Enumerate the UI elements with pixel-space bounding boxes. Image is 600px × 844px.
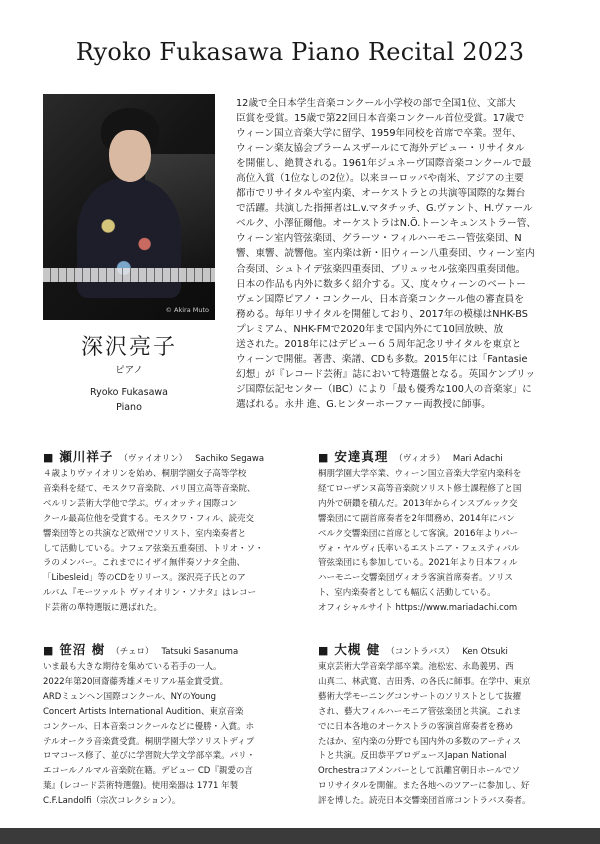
- bio-line: ハーモニー交響楽団ヴィオラ客演首席奏者。ソリス: [318, 573, 513, 584]
- bio-line: エコールノルマル音楽院在籍。デビュー CD『親愛の言: [43, 766, 253, 777]
- bio-line: C.F.Landolfi（宗次コレクション）。: [43, 796, 181, 807]
- square-bullet-icon: ■: [43, 644, 54, 657]
- performer-header-segawa: [43, 447, 264, 465]
- bio-line: ベルク、小澤征爾他。オーケストラはN.Ö.トーンキュンストラー管、: [236, 218, 537, 230]
- performer-name-en: Tatsuki Sasanuma: [161, 647, 239, 657]
- bottom-bar: [0, 828, 600, 844]
- page-title: Ryoko Fukasawa Piano Recital 2023: [75, 38, 525, 66]
- bio-line: 山真二、林武寛、吉田秀、の各氏に師事。在学中、東京: [318, 676, 531, 687]
- bio-line: ウィーン国立音楽大学に留学、1959年同校を首席で卒業。翌年、: [236, 128, 522, 140]
- bio-line: トと共演。反田恭平プロデュースJapan National: [318, 751, 507, 762]
- bio-line: ウィーンで開催。著書、楽譜、CDも多数。2015年には「Fantasie: [236, 353, 528, 365]
- bio-line: 12歳で全日本学生音楽コンクール小学校の部で全国1位、文部大: [236, 98, 516, 109]
- featured-name-en: Ryoko Fukasawa: [90, 387, 168, 398]
- performer-bio-adachi: [318, 467, 558, 616]
- performer-name-jp: 大槻 健: [334, 642, 381, 657]
- bio-line: ロリサイタルを開催。また各地へのツアーに参加し、好: [318, 781, 530, 792]
- piano-keys: [43, 268, 215, 282]
- bio-line: 「Libesleid」等のCDをリリース。深沢亮子氏とのア: [43, 573, 246, 584]
- bio-line: ベルリン芸術大学他で学ぶ。ヴィオッティ国際コン: [43, 498, 238, 509]
- portrait-figure-face: [109, 130, 151, 182]
- bio-line: 日本の作品も内外に数多く紹介する。又、度々ウィーンのベートー: [236, 278, 526, 290]
- bio-line: して活動している。ナフェア弦楽五重奏団、トリオ・ソ・: [43, 543, 264, 554]
- square-bullet-icon: ■: [318, 644, 329, 657]
- bio-line: され、藝大フィルハーモニア管弦楽団と共演。これま: [318, 706, 522, 717]
- square-bullet-icon: ■: [318, 451, 329, 464]
- performer-bio-otsuki: [318, 660, 558, 809]
- bio-line: 2022年第20回齋藤秀雄メモリアル基金賞受賞。: [43, 676, 229, 687]
- bio-line: を開催し、絶賛される。1961年ジュネーヴ国際音楽コンクールで最: [236, 158, 532, 170]
- bio-line: クール最高位他を受賞する。モスクワ・フィル、読売交: [43, 513, 254, 524]
- featured-bio: [236, 96, 564, 412]
- performer-name-jp: 瀬川祥子: [59, 449, 114, 464]
- performer-bio-segawa: [43, 467, 283, 616]
- bio-line: 合奏団、シュトイデ弦楽四重奏団、ブリュッセル弦楽四重奏団他。: [236, 263, 526, 275]
- performer-name-jp: 安達真理: [334, 449, 389, 464]
- performer-instrument: （チェロ）: [111, 647, 154, 657]
- bio-line: 内外で研鑽を積んだ。2013年からインスブルック交: [318, 498, 518, 509]
- performer-name-en: Ken Otsuki: [462, 647, 508, 657]
- bio-line: 経てローザンヌ高等音楽院ソリスト修士課程修了と国: [318, 483, 522, 494]
- performer-bio-sasanuma: [43, 660, 283, 809]
- bio-line: で活躍。共演した指揮者はL.v.マタチッチ、G.ヴァント、H.ヴァール: [236, 203, 533, 215]
- bio-line: 幻想」が『レコード芸術』誌において特選盤となる。英国ケンブリッ: [236, 368, 536, 380]
- performer-name-en: Sachiko Segawa: [195, 454, 265, 464]
- performer-header-adachi: [318, 447, 503, 465]
- bio-line: ヴォ・ヤルヴィ氏率いるエストニア・フェスティバル: [318, 543, 520, 554]
- bio-line: ト、室内楽奏者としても幅広く活動している。: [318, 588, 496, 599]
- bio-line: Concert Artists International Audition、東京音楽: [43, 706, 244, 717]
- bio-line: 臣賞を受賞。15歳で第22回日本音楽コンクール首位受賞。17歳で: [236, 113, 525, 125]
- bio-line: 響楽団にて副首席奏者を2年間務め、2014年にバン: [318, 513, 515, 524]
- bio-line: ジ国際伝記センター（IBC）により「最も優秀な100人の音楽家」に: [236, 383, 532, 395]
- bio-line: ヴェン国際ピアノ・コンクール、日本音楽コンクール他の審査員を: [236, 293, 524, 305]
- performer-instrument: （ヴァイオリン）: [119, 454, 188, 464]
- bio-line: ロマコース修了、並びに学習院大学文学部卒業。パリ・: [43, 751, 256, 762]
- bio-line: 桐朋学園大学卒業、ウィーン国立音楽大学室内楽科を: [318, 469, 522, 479]
- featured-portrait-photo: [43, 94, 215, 320]
- performer-instrument: （コントラバス）: [386, 647, 455, 657]
- bio-line: 響楽団等との共演など欧州でソリスト、室内楽奏者と: [43, 528, 247, 539]
- bio-line: ルバム『モーツァルト ヴァイオリン・ソナタ』はレコー: [43, 588, 257, 599]
- performer-instrument: （ヴィオラ）: [394, 454, 445, 464]
- bio-line: 管弦楽団にも参加している。2021年より日本フィル: [318, 558, 518, 569]
- bio-line: 高位入賞（1位なしの2位）。以来ヨーロッパや南米、アジアの主要: [236, 173, 524, 185]
- square-bullet-icon: ■: [43, 451, 54, 464]
- performer-header-otsuki: [318, 640, 508, 658]
- bio-line: 都市でリサイタルや室内楽、オーケストラとの共演等国際的な舞台: [236, 188, 526, 200]
- bio-line: 選ばれる。永井 進、G.ヒンターホーファー両教授に師事。: [236, 398, 491, 410]
- bio-line: ラのメンバー。これまでにイザイ無伴奏ソナタ全曲、: [43, 558, 246, 569]
- performer-header-sasanuma: [43, 640, 238, 658]
- performer-name-en: Mari Adachi: [452, 454, 503, 464]
- bio-line: ARDミュンヘン国際コンクール、NYのYoung: [43, 691, 217, 702]
- bio-line: 送された。2018年にはデビュー６５周年記念リサイタルを東京と: [236, 338, 522, 350]
- bio-line: 務める。毎年リサイタルを開催しており、2017年の模様はNHK-BS: [236, 308, 528, 320]
- bio-line: ４歳よりヴァイオリンを始め、桐朋学園女子高等学校: [43, 469, 247, 479]
- featured-role-jp: ピアノ: [115, 365, 143, 376]
- performer-name-jp: 笹沼 樹: [59, 642, 106, 657]
- photo-credit: © Akira Muto: [165, 306, 209, 314]
- bio-line: 東京芸術大学音楽学部卒業。池松宏、永島義男、西: [318, 662, 514, 672]
- bio-line: たほか、室内楽の分野でも国内外の多数のアーティス: [318, 736, 522, 747]
- bio-line: Orchestraコアメンバーとして浜離宮朝日ホールでソ: [318, 766, 520, 777]
- featured-name-jp: 深沢亮子: [80, 335, 177, 360]
- bio-line: 音楽科を経て、モスクワ音楽院、パリ国立高等音楽院、: [43, 483, 256, 494]
- bio-line: 葉』(レコード芸術特選盤)。使用楽器は 1771 年製: [43, 781, 239, 792]
- bio-line: コンクール、日本音楽コンクールなどに優勝・入賞。ホ: [43, 721, 255, 732]
- bio-line: プレミアム、NHK-FMで2020年まで国内外にて10回放映、放: [236, 323, 504, 335]
- bio-line: 評を博した。読売日本交響楽団首席コントラバス奏者。: [318, 796, 531, 807]
- bio-line: 響、東響、読響他。室内楽は新・旧ウィーン八重奏団、ウィーン室内: [236, 248, 535, 260]
- bio-line: でに日本各地のオーケストラの客演首席奏者を務め: [318, 721, 514, 732]
- bio-line: テルオークラ音楽賞受賞。桐朋学園大学ソリストディプ: [43, 736, 255, 747]
- bio-line: ド芸術の準特選版に選ばれた。: [43, 603, 163, 614]
- bio-line: ウィーン楽友協会ブラームスザールにて海外デビュー・リサイタル: [236, 143, 525, 155]
- bio-line: ベルク交響楽団に首席として客演。2016年よりパー: [318, 528, 518, 539]
- bio-line: いま最も大きな期待を集めている若手の一人。: [43, 662, 222, 672]
- featured-role-en: Piano: [116, 402, 142, 413]
- bio-line: 藝術大学モーニングコンサートのソリストとして抜擢: [318, 691, 521, 702]
- bio-line: ウィーン室内管弦楽団、グラーツ・フィルハーモニー管弦楽団、N: [236, 233, 522, 245]
- official-site-link[interactable]: オフィシャルサイト https://www.mariadachi.com: [318, 603, 518, 614]
